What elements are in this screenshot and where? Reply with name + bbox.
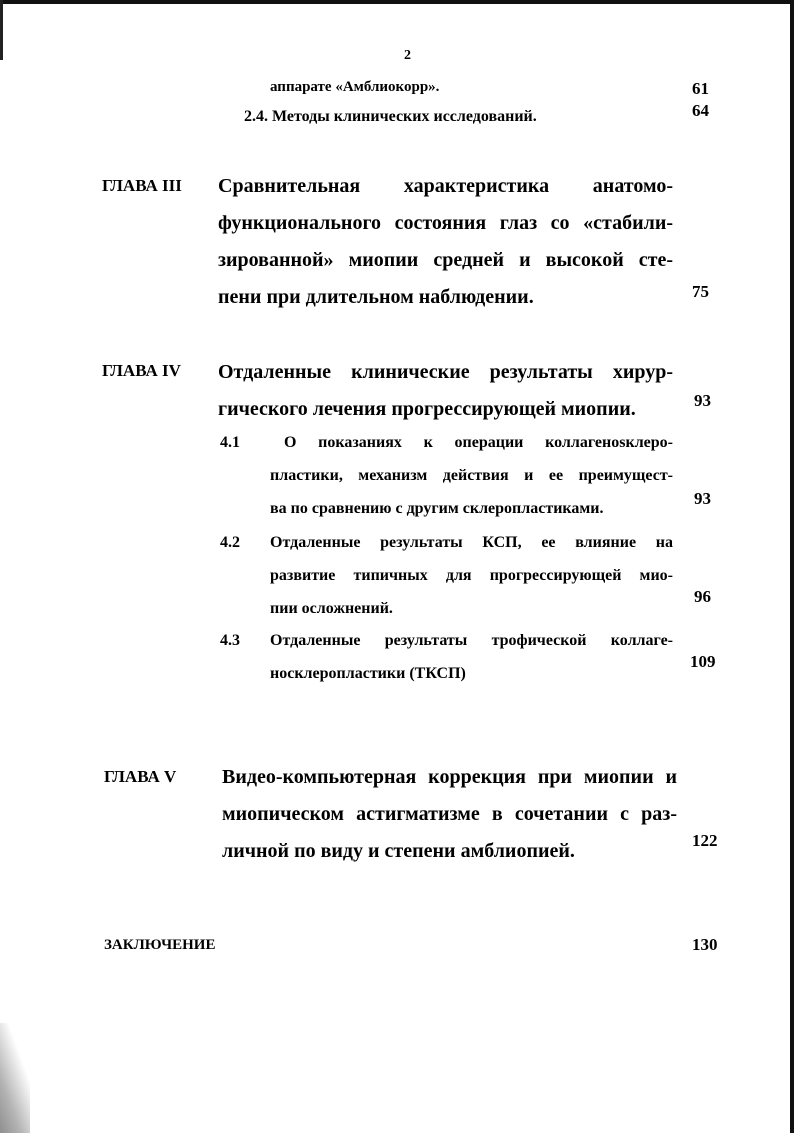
section-number: 4.2 (220, 534, 240, 551)
chapter-title-line: личной по виду и степени амблиопией. (222, 840, 575, 862)
scan-corner-noise (0, 1023, 30, 1133)
chapter-label: ГЛАВА IV (102, 361, 181, 380)
scan-border-left (0, 0, 3, 60)
scan-border-top (0, 0, 794, 4)
chapter-title (218, 168, 673, 316)
section-title (270, 526, 673, 625)
chapter-title-line: Видео-компьютерная коррекция при миопии и (222, 766, 677, 788)
section-title (270, 624, 673, 690)
chapter-title-line: Сравнительная характеристика анатомо- (218, 175, 673, 197)
chapter-label: ГЛАВА V (104, 767, 177, 786)
section-page: 93 (694, 489, 711, 508)
section-page: 109 (690, 652, 716, 671)
page-number: 2 (404, 48, 411, 63)
section-title-line: пластики, механизм действия и ее преимущест- (270, 467, 673, 484)
chapter-title (222, 759, 677, 870)
chapter-title-line: миопическом астигматизме в сочетании с раз- (222, 803, 677, 825)
chapter-page: 122 (692, 831, 718, 850)
toc-entry-page: 64 (692, 101, 709, 120)
section-title-line: Отдаленные результаты КСП, ее влияние на (270, 534, 673, 551)
chapter-title-line: функционального состояния глаз со «стабили- (218, 212, 673, 234)
chapter-label: ГЛАВА III (102, 176, 182, 195)
chapter-page: 93 (694, 391, 711, 410)
toc-entry-text: аппарате «Амблиокорр». (270, 79, 440, 95)
chapter-title-line: Отдаленные клинические результаты хирур- (218, 361, 673, 383)
toc-entry-page: 61 (692, 79, 709, 98)
section-title-line: О показаниях к операции коллагенosклеро- (284, 434, 673, 451)
conclusion-page: 130 (692, 935, 718, 954)
chapter-page: 75 (692, 282, 709, 301)
chapter-title-line: пени при длительном наблюдении. (218, 286, 534, 308)
scan-border-right (790, 0, 794, 1133)
chapter-title (218, 354, 673, 428)
section-title-line: ва по сравнению с другим склеропластиками. (270, 500, 604, 517)
section-number: 4.1 (220, 434, 240, 451)
chapter-title-line: зированной» миопии средней и высокой сте- (218, 249, 673, 271)
section-title (270, 426, 673, 525)
section-page: 96 (694, 587, 711, 606)
section-title-line: носклеропластики (ТКСП) (270, 665, 466, 682)
section-title-line: пии осложнений. (270, 600, 393, 617)
section-title-line: Отдаленные результаты трофической коллаге- (270, 632, 673, 649)
conclusion-label: ЗАКЛЮЧЕНИЕ (104, 937, 216, 953)
section-number: 4.3 (220, 632, 240, 649)
section-title-line: развитие типичных для прогрессирующей мио- (270, 567, 673, 584)
toc-entry-text: 2.4. Методы клинических исследований. (244, 108, 537, 125)
chapter-title-line: гического лечения прогрессирующей миопии. (218, 398, 636, 420)
